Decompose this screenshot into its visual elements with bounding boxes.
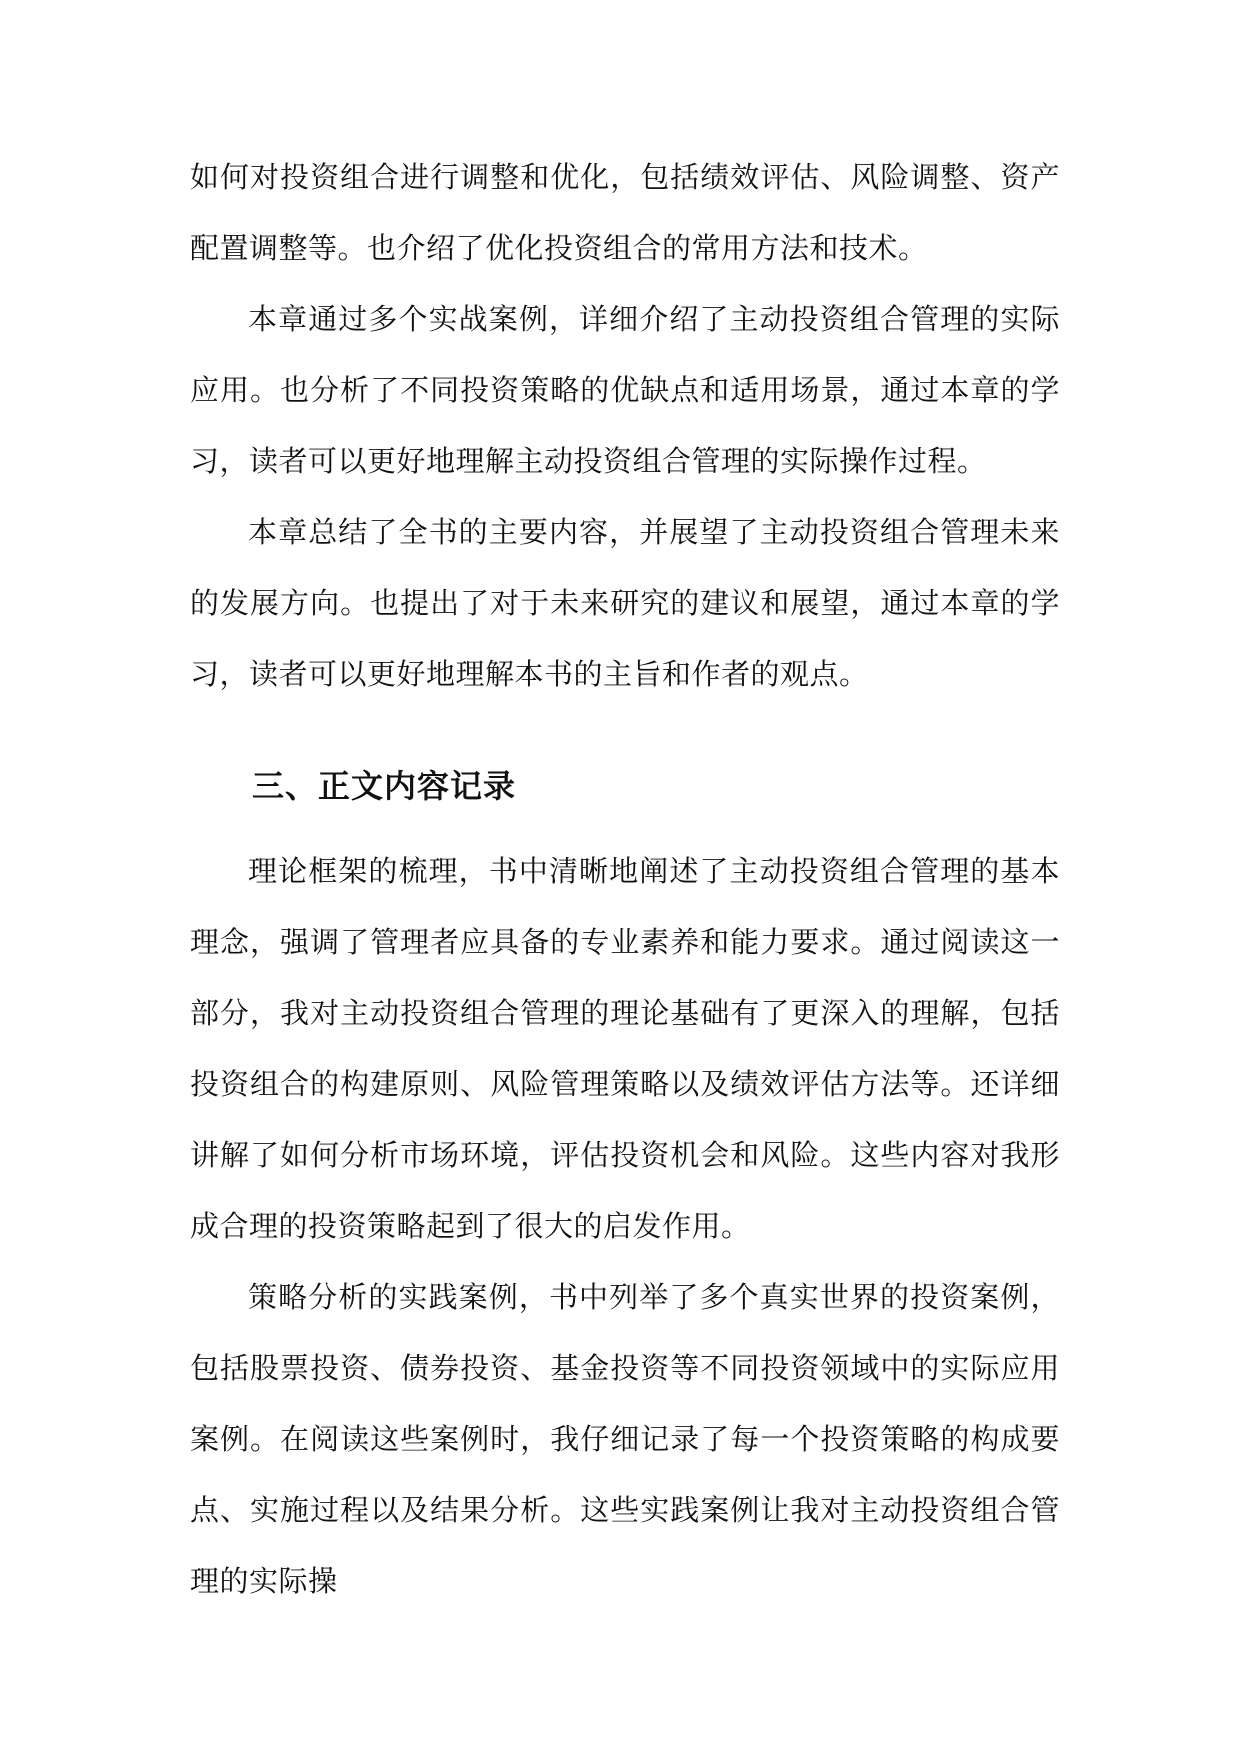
paragraph-case-studies-chapter: 本章通过多个实战案例，详细介绍了主动投资组合管理的实际应用。也分析了不同投资策略的优缺点和适用场景，通过本章的学习，读者可以更好地理解主动投资组合管理的实际操作过程。 [190, 302, 1060, 478]
document-body [190, 142, 1060, 1617]
paragraph-summary-chapter: 本章总结了全书的主要内容，并展望了主动投资组合管理未来的发展方向。也提出了对于未来研究的建议和展望，通过本章的学习，读者可以更好地理解本书的主旨和作者的观点。 [190, 515, 1060, 691]
paragraph-practice-cases: 策略分析的实践案例，书中列举了多个真实世界的投资案例，包括股票投资、债券投资、基金投资等不同投资领域中的实际应用案例。在阅读这些案例时，我仔细记录了每一个投资策略的构成要点、实施过程以及结果分析。这些实践案例让我对主动投资组合管理的实际操 [190, 1280, 1060, 1598]
section-heading: 三、正文内容记录 [252, 767, 517, 805]
paragraph-portfolio-optimization: 如何对投资组合进行调整和优化，包括绩效评估、风险调整、资产配置调整等。也介绍了优化投资组合的常用方法和技术。 [190, 160, 1060, 265]
paragraph-theoretical-framework: 理论框架的梳理，书中清晰地阐述了主动投资组合管理的基本理念，强调了管理者应具备的专业素养和能力要求。通过阅读这一部分，我对主动投资组合管理的理论基础有了更深入的理解，包括投资组合的构建原则、风险管理策略以及绩效评估方法等。还详细讲解了如何分析市场环境，评估投资机会和风险。这些内容对我形成合理的投资策略起到了很大的启发作用。 [190, 854, 1060, 1243]
